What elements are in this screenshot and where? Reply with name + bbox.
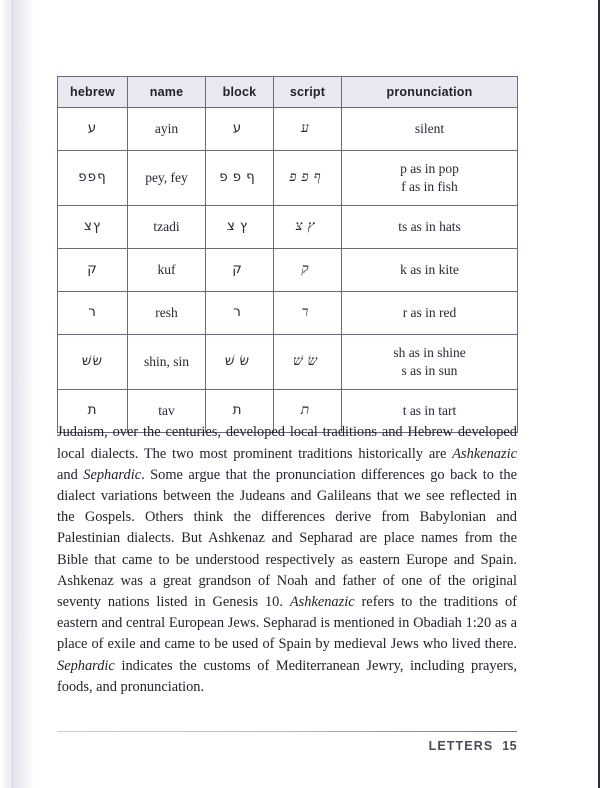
pronunciation-line-1: silent	[414, 121, 445, 137]
cell-name: resh	[128, 292, 206, 335]
cell-pronunciation	[342, 108, 518, 151]
footer-label	[57, 739, 517, 753]
cell-block: ץצ	[206, 206, 274, 249]
cell-block: ףפפ	[206, 151, 274, 206]
page-gutter-line	[12, 0, 13, 788]
pronunciation-line-2: s as in sun	[401, 363, 458, 378]
cell-hebrew: ר	[58, 292, 128, 335]
cell-script: ר	[274, 292, 342, 335]
cell-block: ת	[206, 390, 274, 433]
cell-pronunciation	[342, 292, 518, 335]
cell-hebrew: ק	[58, 249, 128, 292]
cell-hebrew: שׂשׁ	[58, 335, 128, 390]
table-row	[58, 335, 518, 390]
cell-block: שׂשׁ	[206, 335, 274, 390]
cell-name: shin, sin	[128, 335, 206, 390]
cell-name: pey, fey	[128, 151, 206, 206]
cell-pronunciation	[342, 335, 518, 390]
table-header	[58, 77, 518, 108]
column-header-block: block	[206, 77, 274, 108]
cell-block: ר	[206, 292, 274, 335]
page-content	[57, 0, 517, 788]
footer-divider	[57, 731, 517, 732]
table-header-row	[58, 77, 518, 108]
table-row	[58, 292, 518, 335]
paragraph-text-run: indicates the customs of Mediterranean Jewry, including prayers, foods, and pronunciation.	[57, 657, 517, 695]
emphasized-term: Ashkenazic	[289, 594, 355, 611]
cell-pronunciation	[342, 206, 518, 249]
paragraph-text-run: . Some argue that the pronunciation differences go back to the dialect variations between the Judeans and Galileans that we see reflected in the Gospels. Others think the differences derive from Babylonian and Palestinian dialects. But Ashkenaz and Sepharad are place names from the Bible that came to be understood respectively as eastern Europe and Spain. Ashkenaz was a great grandson of Noah and father of one of the original seventy nations listed in Genesis 10.	[57, 466, 517, 611]
paragraph-text-run: Judaism, over the centuries, developed local traditions and Hebrew developed local dialects. The two most prominent traditions historically are	[57, 424, 517, 462]
cell-name: tzadi	[128, 206, 206, 249]
cell-script: ע	[274, 108, 342, 151]
paragraph-text-run: and	[57, 466, 84, 483]
column-header-pronunciation: pronunciation	[342, 77, 518, 108]
table-row	[58, 206, 518, 249]
column-header-name: name	[128, 77, 206, 108]
pronunciation-line-1: k as in kite	[400, 262, 459, 278]
page-footer	[57, 731, 517, 753]
emphasized-term: Ashkenazic	[452, 445, 517, 462]
pronunciation-line-1: r as in red	[402, 305, 457, 321]
cell-hebrew: ת	[58, 390, 128, 433]
cell-script: שׂשׁ	[274, 335, 342, 390]
page-number: 15	[502, 739, 517, 753]
cell-script: ףפפ	[274, 151, 342, 206]
pronunciation-line-1: t as in tart	[402, 403, 457, 419]
pronunciation-line-2: f as in fish	[401, 179, 458, 194]
page-gutter-shadow	[0, 0, 34, 788]
column-header-hebrew: hebrew	[58, 77, 128, 108]
cell-script: ק	[274, 249, 342, 292]
cell-name: ayin	[128, 108, 206, 151]
pronunciation-line-1: ts as in hats	[398, 219, 461, 235]
cell-pronunciation	[342, 249, 518, 292]
cell-name: kuf	[128, 249, 206, 292]
emphasized-term: Sephardic	[57, 657, 115, 674]
pronunciation-line-1: sh as in shine	[393, 345, 466, 361]
emphasized-term: Sephardic	[83, 466, 142, 483]
cell-script: ת	[274, 390, 342, 433]
table-row	[58, 108, 518, 151]
cell-script: ץצ	[274, 206, 342, 249]
body-paragraph	[57, 422, 517, 698]
cell-name: tav	[128, 390, 206, 433]
cell-hebrew: ץצ	[58, 206, 128, 249]
cell-hebrew: ףפפ	[58, 151, 128, 206]
hebrew-letters-table	[57, 76, 518, 433]
cell-hebrew: ע	[58, 108, 128, 151]
paragraph-text-run: refers to the traditions of eastern and central European Jews. Sepharad is mentioned in Obadiah 1:20 as a place of exile and came to be used of Spain by medieval Jews who lived there.	[57, 594, 517, 653]
table-row	[58, 151, 518, 206]
column-header-script: script	[274, 77, 342, 108]
pronunciation-line-1: p as in pop	[400, 161, 459, 177]
cell-block: ק	[206, 249, 274, 292]
cell-block: ע	[206, 108, 274, 151]
table-body	[58, 108, 518, 433]
table-row	[58, 249, 518, 292]
footer-section-name: LETTERS	[428, 739, 494, 753]
cell-pronunciation	[342, 151, 518, 206]
